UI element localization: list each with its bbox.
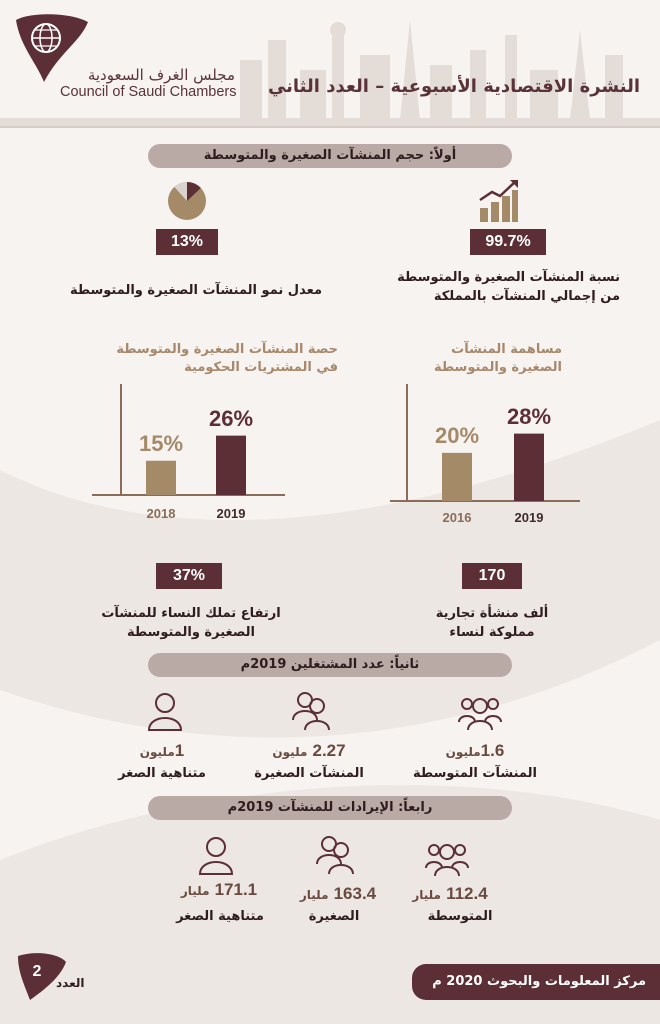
chart-procurement-title-line2: في المشتريات الحكومية bbox=[184, 360, 338, 375]
chart-contribution-value-label-2019: 28% bbox=[506, 403, 552, 429]
chart-contribution-title-line1: مساهمة المنشآت bbox=[451, 342, 562, 357]
issue-label: العدد bbox=[56, 976, 85, 990]
chart-contribution-value-label-2016: 20% bbox=[434, 422, 480, 448]
employees-small-label: المنشآت الصغيرة bbox=[254, 766, 364, 781]
revenue-small-unit: مليار bbox=[299, 888, 329, 902]
employees-small-number: 2.27 bbox=[312, 741, 346, 760]
women-owned-count-value: 170 bbox=[462, 563, 522, 589]
revenue-small-value bbox=[288, 884, 388, 904]
smes-growth-label: معدل نمو المنشآت الصغيرة والمتوسطة bbox=[69, 283, 322, 298]
smes-share-value: 99.7% bbox=[470, 229, 546, 255]
chart-contribution-year-label-2019: 2019 bbox=[514, 510, 544, 525]
bulletin-title: النشرة الاقتصادية الأسبوعية – العدد الثاني bbox=[267, 76, 640, 97]
revenue-micro-value bbox=[164, 880, 274, 900]
chart-procurement-title-line1: حصة المنشآت الصغيرة والمتوسطة bbox=[116, 342, 338, 357]
bar-growth-icon bbox=[478, 178, 520, 224]
smes-share-label-line2: من إجمالي المنشآت بالمملكة bbox=[433, 289, 620, 304]
group-small-icon bbox=[314, 834, 356, 876]
women-ownership-growth-label bbox=[86, 604, 296, 642]
chart-contribution-title-line2: الصغيرة والمتوسطة bbox=[433, 360, 562, 375]
chart-procurement-bar-2018 bbox=[146, 461, 176, 495]
revenue-micro-number: 171.1 bbox=[214, 880, 258, 899]
employees-micro-unit: مليون bbox=[139, 745, 175, 759]
chart-procurement-value-label-2019: 26% bbox=[208, 405, 254, 431]
revenue-small-label: الصغيرة bbox=[308, 909, 360, 924]
group-large-icon bbox=[424, 838, 470, 878]
women-ownership-growth-value: 37% bbox=[156, 563, 222, 589]
revenue-micro-unit: مليار bbox=[180, 884, 210, 898]
employees-micro-value bbox=[112, 741, 212, 761]
footer-research-center: مركز المعلومات والبحوث 2020 م bbox=[412, 964, 660, 1000]
logo-arabic-text: مجلس الغرف السعودية bbox=[87, 66, 235, 84]
header-divider bbox=[0, 126, 660, 128]
chart-procurement-bar-2019 bbox=[216, 436, 246, 495]
group-large-icon bbox=[457, 692, 503, 732]
chart-procurement-year-label-2018: 2018 bbox=[146, 506, 176, 521]
chart-contribution-bar-2016 bbox=[442, 453, 472, 501]
smes-share-label-line1: نسبة المنشآت الصغيرة والمتوسطة bbox=[397, 270, 620, 285]
section-heading-employees: ثانياً: عدد المشتغلين 2019م bbox=[148, 653, 512, 677]
employees-medium-label: المنشآت المتوسطة bbox=[413, 766, 537, 781]
revenue-medium-unit: مليار bbox=[412, 888, 441, 902]
employees-small-unit: مليون bbox=[272, 745, 308, 759]
revenue-medium-label: المتوسطة bbox=[427, 909, 493, 924]
employees-medium-number: 1.6 bbox=[480, 741, 505, 760]
employees-medium-unit: مليون bbox=[445, 745, 481, 759]
chart-procurement-year-label-2019: 2019 bbox=[216, 506, 246, 521]
smes-share-label bbox=[340, 268, 620, 306]
revenue-micro-label: متناهية الصغر bbox=[176, 909, 264, 924]
section-heading-revenues: رابعاً: الإيرادات للمنشآت 2019م bbox=[148, 796, 512, 820]
section-heading-size: أولاً: حجم المنشآت الصغيرة والمتوسطة bbox=[148, 144, 512, 168]
revenue-medium-value bbox=[400, 884, 500, 904]
women-growth-label-line2: الصغيرة والمتوسطة bbox=[126, 625, 255, 640]
women-owned-label-line1: ألف منشأة تجارية bbox=[435, 606, 549, 621]
women-owned-label-line2: مملوكة لنساء bbox=[449, 625, 535, 640]
employees-small-value bbox=[254, 741, 364, 761]
chart-contribution-year-label-2016: 2016 bbox=[442, 510, 472, 525]
employees-micro-number: 1 bbox=[174, 741, 185, 760]
employees-medium-value bbox=[420, 741, 530, 761]
women-owned-count-label bbox=[414, 604, 570, 642]
person-icon bbox=[146, 692, 184, 732]
chart-procurement-value-label-2018: 15% bbox=[138, 430, 184, 456]
group-small-icon bbox=[290, 690, 332, 732]
smes-growth-value: 13% bbox=[156, 229, 218, 255]
revenue-medium-number: 112.4 bbox=[446, 884, 488, 903]
pie-chart-icon bbox=[166, 180, 208, 222]
bar-charts bbox=[0, 370, 660, 540]
logo-english-text: Council of Saudi Chambers bbox=[60, 84, 237, 100]
revenue-small-number: 163.4 bbox=[333, 884, 377, 903]
employees-micro-label: متناهية الصغر bbox=[118, 766, 206, 781]
issue-number: 2 bbox=[32, 963, 42, 980]
person-icon bbox=[197, 836, 235, 876]
chart-contribution-bar-2019 bbox=[514, 434, 544, 501]
women-growth-label-line1: ارتفاع تملك النساء للمنشآت bbox=[101, 606, 281, 621]
